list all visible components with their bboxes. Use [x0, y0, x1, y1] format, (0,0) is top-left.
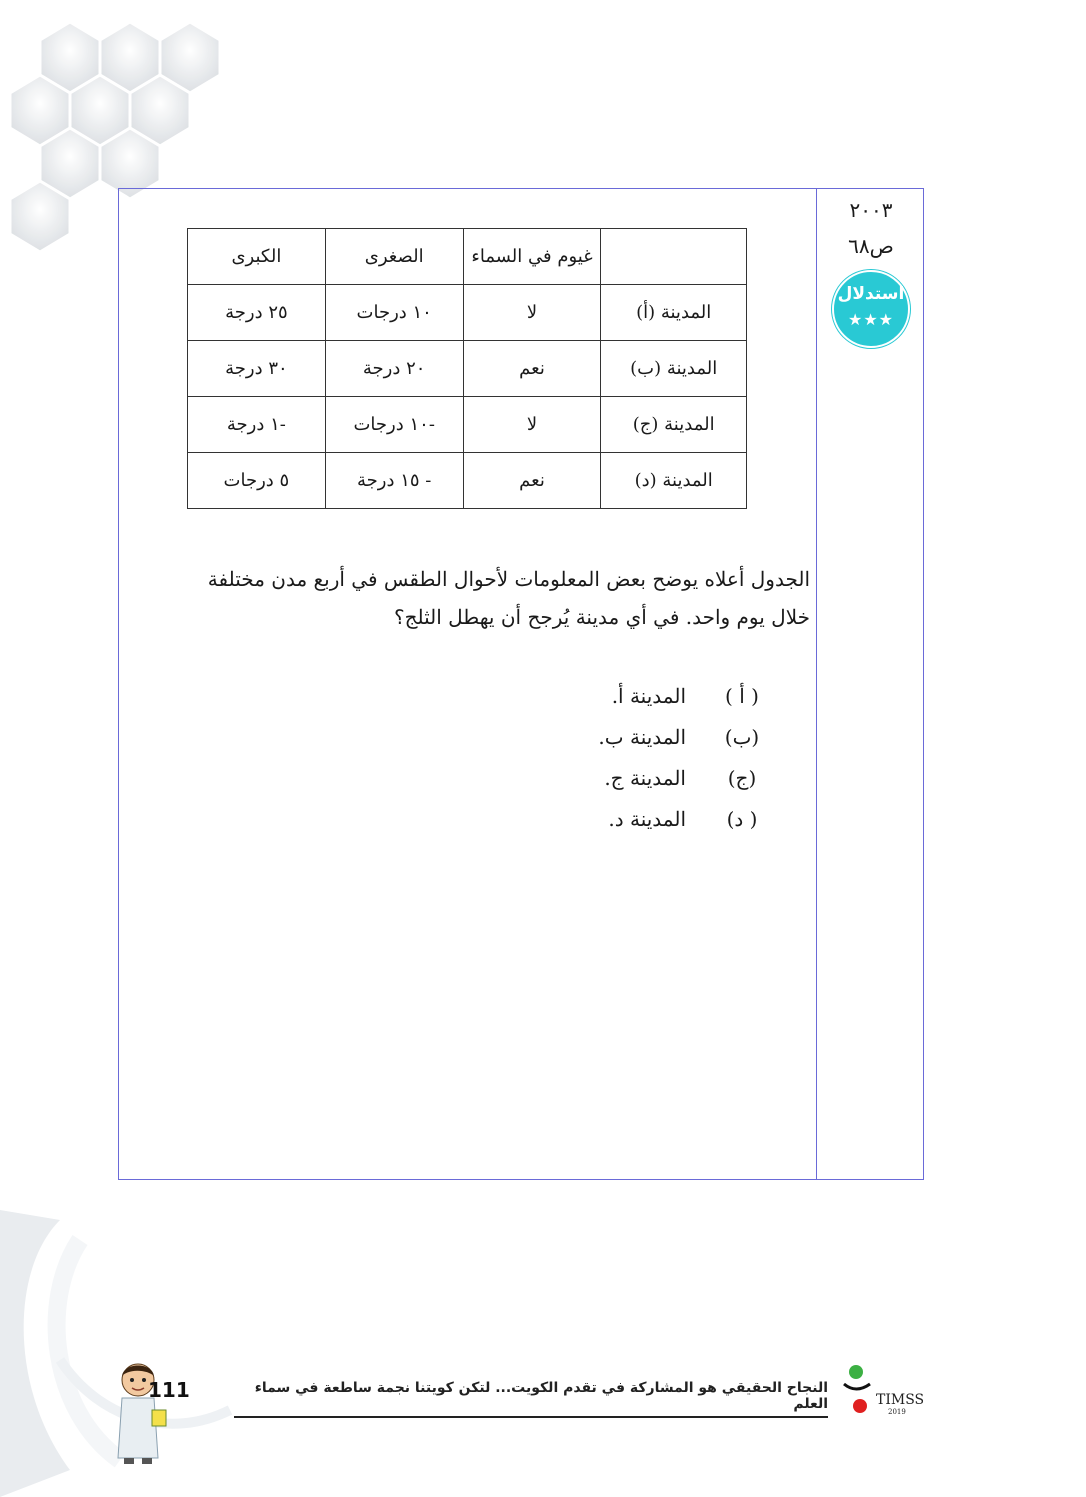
star-icon: ★★★ — [847, 310, 895, 329]
page-reference: ص٦٨ — [848, 234, 894, 258]
table-cell: ٣٠ درجة — [188, 341, 326, 397]
table-header-cell — [601, 229, 747, 285]
option-d[interactable] — [540, 807, 762, 848]
question-text — [200, 560, 810, 636]
option-text: المدينة د. — [608, 807, 686, 831]
table-row — [188, 341, 747, 397]
table-cell: نعم — [463, 453, 601, 509]
sidebar-divider — [816, 188, 817, 1180]
answer-options — [540, 684, 762, 848]
reasoning-badge — [832, 270, 910, 348]
option-letter: ( د) — [726, 807, 758, 831]
table-cell: -١ درجة — [188, 397, 326, 453]
question-line: خلال يوم واحد. في أي مدينة يُرجح أن يهطل الثلج؟ — [393, 605, 810, 629]
table-cell: ١٠ درجات — [325, 285, 463, 341]
table-row — [188, 397, 747, 453]
timss-logo-year: 2019 — [888, 1408, 906, 1416]
timss-logo-text: TIMSS — [876, 1392, 925, 1408]
option-text: المدينة ج. — [604, 766, 686, 790]
table-cell: لا — [463, 285, 601, 341]
sidebar — [818, 196, 924, 348]
table-row — [188, 285, 747, 341]
table-cell: المدينة (ب) — [601, 341, 747, 397]
option-c[interactable] — [540, 766, 762, 807]
table-header-cell: الصغرى — [325, 229, 463, 285]
option-text: المدينة أ. — [611, 684, 686, 708]
timss-logo — [842, 1358, 932, 1418]
option-letter: ( أ ) — [725, 684, 759, 708]
table-cell: -١٠ درجات — [325, 397, 463, 453]
option-text: المدينة ب. — [598, 725, 686, 749]
footer-slogan: النجاح الحقيقي هو المشاركة في تقدم الكويت... لتكن كويتنا نجمة ساطعة في سماء العلم — [234, 1380, 828, 1418]
table-cell: لا — [463, 397, 601, 453]
table-cell: ٢٠ درجة — [325, 341, 463, 397]
table-header-row — [188, 229, 747, 285]
weather-table — [187, 228, 747, 509]
table-header-cell: غيوم في السماء — [463, 229, 601, 285]
student-mascot-icon — [108, 1358, 178, 1466]
year-label: ٢٠٠٣ — [849, 198, 893, 222]
option-a[interactable] — [540, 684, 762, 725]
badge-label: استدلال — [837, 284, 905, 304]
table-cell: ٢٥ درجة — [188, 285, 326, 341]
table-cell: المدينة (د) — [601, 453, 747, 509]
page-number: 111 — [148, 1378, 190, 1402]
table-row — [188, 453, 747, 509]
table-header-cell: الكبرى — [188, 229, 326, 285]
table-cell: ٥ درجات — [188, 453, 326, 509]
question-line: الجدول أعلاه يوضح بعض المعلومات لأحوال الطقس في أربع مدن مختلفة — [207, 567, 810, 591]
table-cell: نعم — [463, 341, 601, 397]
table-cell: المدينة (ج) — [601, 397, 747, 453]
table-cell: - ١٥ درجة — [325, 453, 463, 509]
option-letter: (ج) — [727, 766, 757, 790]
table-cell: المدينة (أ) — [601, 285, 747, 341]
option-b[interactable] — [540, 725, 762, 766]
option-letter: (ب) — [724, 725, 760, 749]
timss-logo-icon — [842, 1358, 882, 1418]
